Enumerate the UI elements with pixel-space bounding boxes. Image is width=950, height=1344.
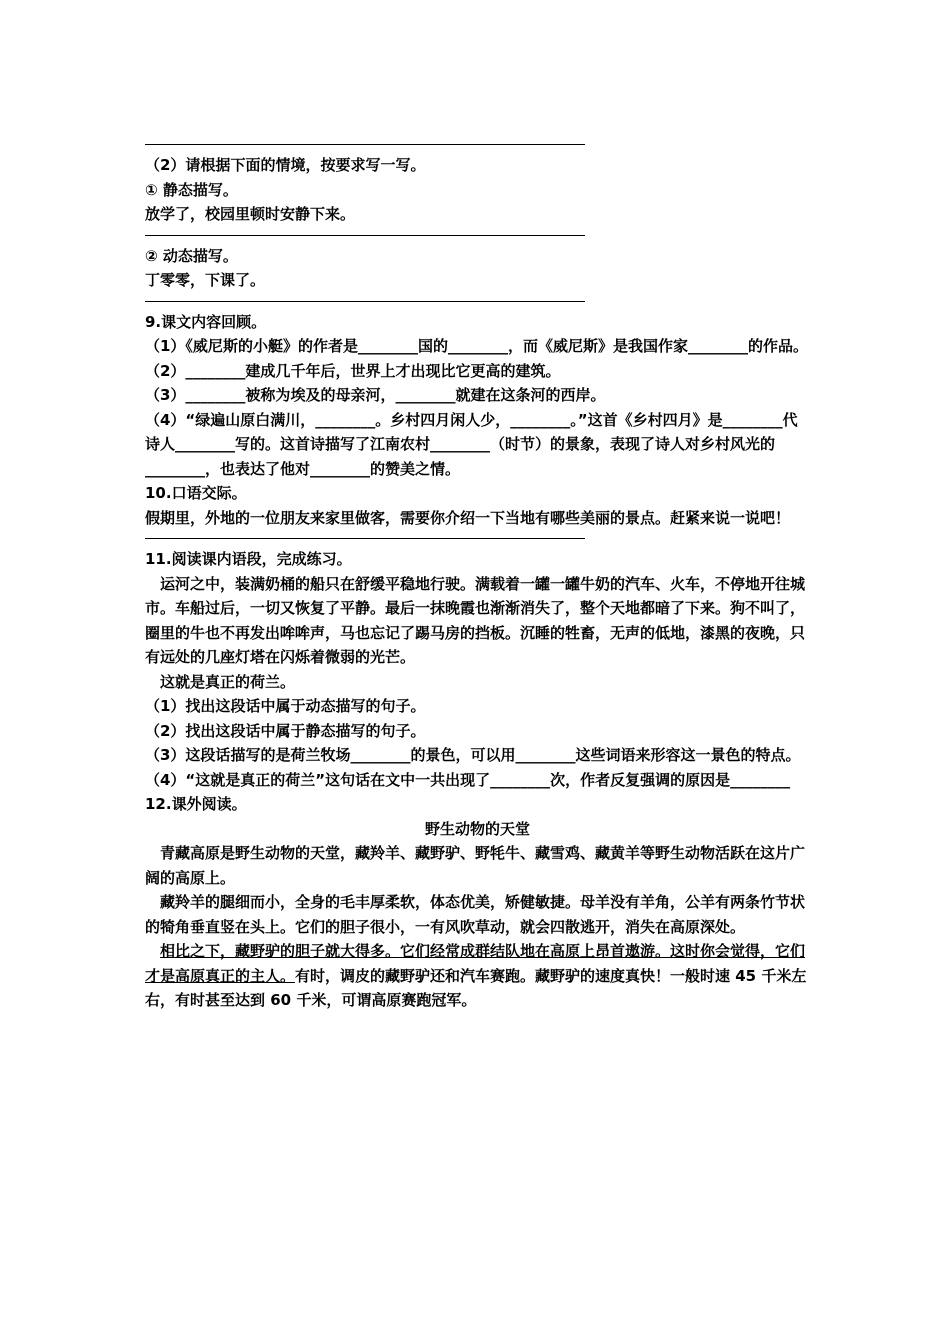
worksheet-content bbox=[145, 128, 810, 1013]
q11-closing: 这就是真正的荷兰。 bbox=[160, 672, 296, 691]
q9-heading: 9.课文内容回顾。 bbox=[145, 312, 267, 331]
q8-static-label: ① 静态描写。 bbox=[145, 180, 238, 199]
q11-passage: 运河之中，装满奶桶的船只在舒缓平稳地行驶。满载着一罐一罐牛奶的汽车、火车，不停地开往城市。车船过后，一切又恢复了平静。最后一抹晚霞也渐渐消失了，整个天地都暗了下来。狗不叫了，圈里的牛也不再发出哞哞声，马也忘记了踢马房的挡板。沉睡的牲畜，无声的低地，漆黑的夜晚，只有远处的几座灯塔在闪烁着微弱的光芒。 bbox=[145, 574, 806, 666]
q12-passage-title: 野生动物的天堂 bbox=[424, 819, 530, 838]
q9-item-3: （3）________被称为埃及的母亲河，________就建在这条河的西岸。 bbox=[145, 386, 606, 404]
q11-heading: 11.阅读课内语段，完成练习。 bbox=[145, 550, 352, 568]
answer-line[interactable] bbox=[145, 144, 585, 145]
q12-para-3 bbox=[145, 939, 810, 1013]
q10-heading: 10.口语交际。 bbox=[145, 484, 247, 502]
q9-item-4: （4）“绿遍山原白满川，________。乡村四月闲人少，________。”这首《乡村四月》是________代诗人________写的。这首诗描写了江南农村________（时节）的景象，表现了诗人对乡村风光的________，也表达了他对________的赞美之情。 bbox=[145, 410, 798, 478]
q12-para-2: 藏羚羊的腿细而小，全身的毛丰厚柔软，体态优美，矫健敏捷。母羊没有羊角，公羊有两条竹节状的犄角垂直竖在头上。它们的胆子很小，一有风吹草动，就会四散逃开，消失在高原深处。 bbox=[145, 893, 806, 936]
q10-text: 假期里，外地的一位朋友来家里做客，需要你介绍一下当地有哪些美丽的景点。赶紧来说一说吧！ bbox=[145, 508, 791, 527]
q9-item-2: （2）________建成几千年后，世界上才出现比它更高的建筑。 bbox=[145, 361, 561, 380]
q8-static-scene: 放学了，校园里顿时安静下来。 bbox=[145, 205, 356, 223]
q11-item-4: （4）“这就是真正的荷兰”这句话在文中一共出现了________次，作者反复强调的原因是________ bbox=[145, 770, 791, 789]
answer-line[interactable] bbox=[145, 538, 585, 539]
q8-dynamic-label: ② 动态描写。 bbox=[145, 246, 238, 265]
q8-part2-prompt: （2）请根据下面的情境，按要求写一写。 bbox=[145, 156, 426, 174]
answer-line[interactable] bbox=[145, 235, 585, 236]
answer-line[interactable] bbox=[145, 301, 585, 302]
q9-item-1: （1）《威尼斯的小艇》的作者是________国的________，而《威尼斯》是我国作家________的作品。 bbox=[145, 337, 808, 355]
q12-para-3-rest: 有时，调皮的藏野驴还和汽车赛跑。藏野驴的速度真快！一般时速 45 千米左右，有时甚至达到 60 千米，可谓高原赛跑冠军。 bbox=[145, 966, 807, 1009]
q11-item-3: （3）这段话描写的是荷兰牧场________的景色，可以用________这些词语来形容这一景色的特点。 bbox=[145, 746, 801, 764]
q12-heading: 12.课外阅读。 bbox=[145, 795, 247, 813]
q12-underlined-sentences: 相比之下，藏野驴的胆子就大得多。它们经常成群结队地在高原上昂首遨游。这时你会觉得，它们才是高原真正的主人。 bbox=[145, 942, 806, 985]
q11-item-2: （2）找出这段话中属于静态描写的句子。 bbox=[145, 721, 426, 740]
q11-item-1: （1）找出这段话中属于动态描写的句子。 bbox=[145, 697, 426, 715]
q12-para-1: 青藏高原是野生动物的天堂，藏羚羊、藏野驴、野牦牛、藏雪鸡、藏黄羊等野生动物活跃在这片广阔的高原上。 bbox=[145, 844, 806, 887]
q8-dynamic-scene: 丁零零，下课了。 bbox=[145, 271, 266, 289]
